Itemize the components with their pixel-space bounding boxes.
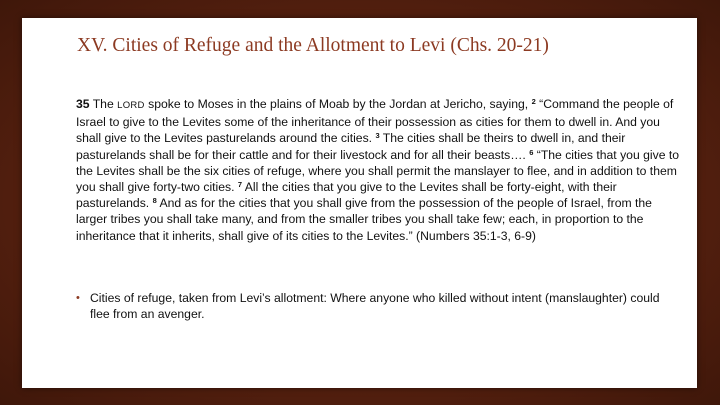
verse-number-3: 3 [375, 131, 380, 141]
verse-number-6: 6 [529, 147, 534, 157]
verse-7-text: All the cities that you give to the Levites shall be forty-eight, with their pasturelands. [76, 180, 617, 211]
verse-3-text: The cities shall be theirs to dwell in, and their pasturelands shall be for their cattle and for their livestock and for all their beasts…. [76, 131, 626, 162]
verse-number-2: 2 [531, 97, 536, 106]
verse-35-prefix: The [92, 97, 118, 111]
verse-6-text: “The cities that you give to the Levites shall be the six cities of refuge, where you shall permit the manslayer to flee, and in addition to them you shall give forty-two cities. [76, 147, 680, 195]
verse-8-text: And as for the cities that you shall give from the possession of the people of Israel, from the larger tribes you shall take many, and from the smaller tribes you shall take few; each, in proportion to the inheritance that it inherits, shall give of its cities to the Levites.” (Numbers 35:1-3, 6-9) [76, 196, 652, 243]
scripture-passage [76, 96, 681, 244]
bullet-text: Cities of refuge, taken from Levi’s allotment: Where anyone who killed without intent (manslaughter) could flee from an avenger. [90, 291, 660, 322]
verse-number-7: 7 [237, 180, 243, 190]
bullet-item [76, 290, 676, 322]
verse-number-35: 35 [76, 97, 90, 111]
bullet-list [76, 290, 676, 322]
lord-smallcaps: LORD [117, 100, 145, 111]
verse-35-text: spoke to Moses in the plains of Moab by the Jordan at Jericho, saying, [144, 97, 532, 111]
verse-number-8: 8 [152, 196, 157, 206]
verse-2-text: “Command the people of Israel to give to the Levites some of the inheritance of their possession as cities for them to dwell in. And you shall give to the Levites pasturelands around the cities. [76, 97, 674, 146]
bullet-marker-icon: • [76, 292, 80, 304]
slide [22, 18, 697, 388]
slide-title: XV. Cities of Refuge and the Allotment to Levi (Chs. 20-21) [77, 35, 549, 56]
